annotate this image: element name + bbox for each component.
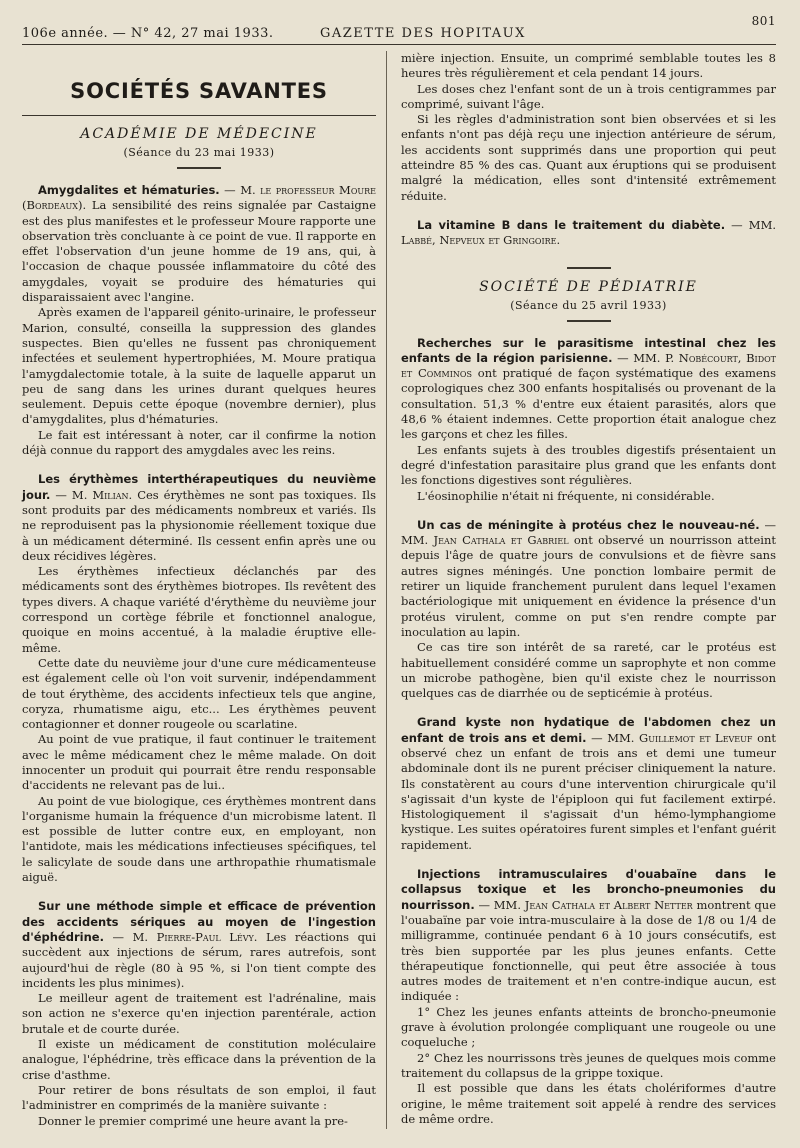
- paragraph: Les enfants sujets à des troubles digestifs présentaient un degré d'infestation parasitaire plus grand que les enfants dont les fonctions digestives sont régulières.: [401, 442, 776, 488]
- article-parasitisme: Recherches sur le parasitisme intestinal chez les enfants de la région parisienne. — MM. P. Nobécourt, Bidot et Comminos ont pratiqué de façon systématique des examens coprologiques chez 300 enfants hospitalisés ou provenant de la consultation. 51,3 % d'entre eux étaient parasités, alors que 48,6 % étaient indemnes. Cette proportion était analogue chez les garçons et chez les filles. Les enfants sujets à des troubles digestifs présentaient un degré d'infestation parasitaire plus grand que les enfants dont les fonctions digestives sont régulières. L'éosinophilie n'était ni fréquente, ni considérable.: [401, 335, 777, 503]
- paragraph: ont pratiqué de façon systématique des examens coprologiques chez 300 enfants hospitalisés ou provenant de la consultation. 51,3 % d'entre eux étaient parasités, alors que 48,6 % étaient indemnes. Cette proportion était analogue chez les garçons et chez les filles.: [401, 366, 776, 442]
- article-title: Un cas de méningite à protéus chez le nouveau-né.: [417, 517, 760, 532]
- paragraph: Ces érythèmes ne sont pas toxiques. Ils sont produits par des médicaments nombreux et variés. Ils ne reproduisent pas la physionomie réellement toxique due à un médicament déterminé. Ils cessent enfin après une ou deux récidives légères.: [22, 487, 377, 563]
- academie-heading: ACADÉMIE DE MÉDECINE: [80, 126, 318, 142]
- article-byline: MM. P. Nobécourt, Bidot et Comminos: [401, 350, 777, 381]
- section-title: SOCIÉTÉS SAVANTES: [70, 79, 328, 103]
- running-head: [22, 14, 776, 45]
- journal-title: GAZETTE DES HOPITAUX: [320, 26, 526, 41]
- paragraph: La sensibilité des reins signalée par Castaigne est des plus manifestes et le professeur Moure rapporte une observation très concluante à ce point de vue. Il rapporte en effet l'observation d'un jeune homme de 19 ans, qui, à l'occasion de chaque poussée inflammatoire du côté des amygdales, voyait se produire des hématuries qui disparaissaient avec l'angine.: [22, 198, 377, 305]
- article-amygdalites: Amygdalites et hématuries. — M. le professeur Moure (Bordeaux). La sensibilité des reins signalée par Castaigne est des plus manifestes et le professeur Moure rapporte une observation très concluante à ce point de vue. Il rapporte en effet l'observation d'un jeune homme de 19 ans, qui, à l'occasion de chaque poussée inflammatoire du côté des amygdales, voyait se produire des hématuries qui disparaissaient avec l'angine. Après examen de l'appareil génito-urinaire, le professeur Marion, consulté, conseilla la suppression des glandes suspectes. Bien qu'elles ne fussent pas chroniquement infectées et seulement hypertrophiées, M. Moure pratiqua l'amygdalectomie totale, à la suite de laquelle apparut un peu de sang dans les urines durant quelques heures seulement. Depuis cette époque (novembre dernier), plus d'amygdalites, plus d'hématuries. Le fait est intéressant à noter, car il confirme la notion déjà connue du rapport des amygdales avec les reins.: [22, 183, 377, 458]
- article-title: Amygdalites et hématuries.: [38, 183, 220, 197]
- page-number: 801: [751, 14, 776, 28]
- article-byline: MM. Jean Cathala et Albert Netter: [493, 897, 693, 912]
- divider: [22, 115, 376, 116]
- divider-short: [567, 320, 611, 322]
- article-byline: M. Pierre-Paul Lévy.: [132, 929, 258, 944]
- paragraph: Les réactions qui succèdent aux injections de sérum, rares autrefois, sont aujourd'hui de règle (80 à 95 %, si l'on tient compte des incidents les plus minimes).: [22, 929, 377, 990]
- article-ephedrine: Sur une méthode simple et efficace de prévention des accidents sériques au moyen de l'ingestion d'éphédrine. — M. Pierre-Paul Lévy. Les réactions qui succèdent aux injections de sérum, rares autrefois, sont aujourd'hui de règle (80 à 95 %, si l'on tient compte des incidents les plus minimes). Le meilleur agent de traitement est l'adrénaline, mais son action ne s'exerce qu'en injection parentérale, action brutale et de courte durée. Il existe un médicament de constitution moléculaire analogue, l'éphédrine, très efficace dans la prévention de la crise d'asthme. Pour retirer de bons résultats de son emploi, il faut l'administrer en comprimés de la manière suivante : Donner le premier comprimé une heure avant la pre-: [22, 899, 377, 1128]
- divider-short: [177, 167, 221, 169]
- paragraph: ont observé un nourrisson atteint depuis l'âge de quatre jours de convulsions et de fièvre sans autres signes méningés. Une ponction lombaire permit de retirer un liquide franchement purulent dans lequel l'examen bactériologique mit uniquement en évidence la présence d'un protéus virulent, comme on put s'en rendre compte par inoculation au lapin.: [401, 533, 776, 639]
- pediatrie-seance: (Séance du 25 avril 1933): [510, 298, 667, 312]
- paragraph: L'éosinophilie n'était ni fréquente, ni considérable.: [417, 488, 715, 503]
- article-title: La vitamine B dans le traitement du diabète.: [417, 217, 726, 232]
- article-meningite: Un cas de méningite à protéus chez le nouveau-né. — MM. Jean Cathala et Gabriel ont observé un nourrisson atteint depuis l'âge de quatre jours de convulsions et de fièvre sans autres signes méningés. Une ponction lombaire permit de retirer un liquide franchement purulent dans lequel l'examen bactériologique mit uniquement en évidence la présence d'un protéus virulent, comme on put s'en rendre compte par inoculation au lapin. Ce cas tire son intérêt de sa rareté, car le protéus est habituellement considéré comme un saprophyte et non comme un microbe pathogène, bien qu'il existe chez le nourrisson quelques cas de diarrhée ou de septicémie à protéus.: [401, 517, 777, 701]
- article-title: Recherches sur le parasitisme intestinal chez les enfants de la région parisienne.: [401, 335, 776, 365]
- paragraph: Le fait est intéressant à noter, car il confirme la notion déjà connue du rapport des amygdales avec les reins.: [22, 427, 376, 458]
- academie-seance: (Séance du 23 mai 1933): [123, 146, 275, 159]
- article-byline: MM. Labbé, Nepveux et Gringoire.: [401, 217, 777, 248]
- paragraph: Ce cas tire son intérêt de sa rareté, car le protéus est habituellement considéré comme un saprophyte et non comme un microbe pathogène, bien qu'il existe chez le nourrisson quelques cas de diarrhée ou de septicémie à protéus.: [401, 640, 776, 701]
- divider-short: [567, 267, 611, 269]
- paragraph: Après examen de l'appareil génito-urinaire, le professeur Marion, consulté, conseilla la suppression des glandes suspectes. Bien qu'elles ne fussent pas chroniquement infectées et seulement hypertrophiées, M. Moure pratiqua l'amygdalectomie totale, à la suite de laquelle apparut un peu de sang dans les urines durant quelques heures seulement. Depuis cette époque (novembre dernier), plus d'amygdalites, plus d'hématuries.: [22, 305, 376, 427]
- article-ouabaine: Injections intramusculaires d'ouabaïne dans le collapsus toxique et les broncho-pneumonies du nourrisson. — MM. Jean Cathala et Albert Netter montrent que l'ouabaïne par voie intra-musculaire à la dose de 1/8 ou 1/4 de milligramme, continuée pendant 6 à 10 jours consécutifs, est très bien supportée par les plus jeunes enfants. Cette thérapeutique fonctionnelle, qui peut être associée à tous autres modes de traitement et n'en contre-indique aucun, est indiquée : 1° Chez les jeunes enfants atteints de broncho-pneumonie grave à évolution prolongée compliquant une rougeole ou une coqueluche ; 2° Chez les nourrissons très jeunes de quelques mois comme traitement du collapsus de la grippe toxique. Il est possible que dans les états cholériformes d'autre origine, le même traitement soit appelé à rendre des services de même ordre.: [401, 867, 776, 1126]
- two-column-body: [22, 51, 776, 1129]
- article-title: Grand kyste non hydatique de l'abdomen chez un enfant de trois ans et demi.: [401, 715, 776, 745]
- paragraph: Il est possible que dans les états cholériformes d'autre origine, le même traitement soit appelé à rendre des services de même ordre.: [401, 1081, 776, 1126]
- paragraph: Donner le premier comprimé une heure avant la pre-: [38, 1113, 348, 1128]
- paragraph: mière injection. Ensuite, un comprimé semblable toutes les 8 heures très régulièrement et cela pendant 14 jours.: [401, 51, 776, 81]
- article-byline: MM. Guillemot et Leveuf: [607, 730, 753, 745]
- paragraph: Les doses chez l'enfant sont de un à trois centigrammes par comprimé, suivant l'âge.: [401, 81, 776, 111]
- article-erythemes: Les érythèmes interthérapeutiques du neuvième jour. — M. Milian. Ces érythèmes ne sont pas toxiques. Ils sont produits par des médicaments nombreux et variés. Ils ne reproduisent pas la physionomie réellement toxique due à un médicament déterminé. Ils cessent enfin après une ou deux récidives légères. Les érythèmes infectieux déclanchés par des médicaments sont des érythèmes biotropes. Ils revêtent des types divers. A chaque variété d'érythème du neuvième jour correspond un cortège fébrile et fonctionnel analogue, quoique en moins accentué, à la maladie éruptive elle-même. Cette date du neuvième jour d'une cure médicamenteuse est également celle où l'on voit survenir, indépendamment de tout érythème, des accidents infectieux tels que angine, coryza, rhumatisme aigu, etc... Les érythèmes peuvent contagionner et donner rougeole ou scarlatine. Au point de vue pratique, il faut continuer le traitement avec le même médicament chez le même malade. On doit innocenter un produit qui pourrait être rendu responsable d'accidents ne relevant pas de lui.. Au point de vue biologique, ces érythèmes montrent dans l'organisme humain la fréquence d'un microbisme latent. Il est possible de lutter contre eux, en employant, non l'antidote, mais les médications infectieuses spécifiques, tel le salicylate de soude dans une arthropathie rhumatismale aiguë.: [22, 472, 377, 885]
- article-byline: M. Milian.: [71, 487, 133, 502]
- article-title: Injections intramusculaires d'ouabaïne dans le collapsus toxique et les broncho-pneumonies du nourrisson.: [401, 867, 776, 912]
- paragraph: Cette date du neuvième jour d'une cure médicamenteuse est également celle où l'on voit survenir, indépendamment de tout érythème, des accidents infectieux tels que angine, coryza, rhumatisme aigu, etc... Les érythèmes peuvent contagionner et donner rougeole ou scarlatine.: [22, 655, 376, 732]
- article-title: Sur une méthode simple et efficace de prévention des accidents sériques au moyen de l'ingestion d'éphédrine.: [22, 899, 376, 944]
- paragraph: Il existe un médicament de constitution moléculaire analogue, l'éphédrine, très efficace dans la prévention de la crise d'asthme.: [22, 1037, 376, 1082]
- indication-list: [401, 1005, 776, 1081]
- paragraph: Au point de vue pratique, il faut continuer le traitement avec le même médicament chez le même malade. On doit innocenter un produit qui pourrait être rendu responsable d'accidents ne relevant pas de lui..: [22, 732, 376, 793]
- article-kyste: Grand kyste non hydatique de l'abdomen chez un enfant de trois ans et demi. — MM. Guillemot et Leveuf ont observé chez un enfant de trois ans et demi une tumeur abdominale dont ils ne purent préciser cliniquement la nature. Ils constatèrent au cours d'une intervention chirurgicale qu'il s'agissait d'un kyste de l'épiploon qui fut facilement extirpé. Histologiquement il s'agissait d'un hémo-lymphangiome kystique. Les suites opératoires furent simples et l'enfant guérit rapidement.: [401, 715, 777, 852]
- paragraph: Le meilleur agent de traitement est l'adrénaline, mais son action ne s'exerce qu'en injection parentérale, action brutale et de courte durée.: [22, 991, 376, 1036]
- paragraph: ont observé chez un enfant de trois ans et demi une tumeur abdominale dont ils ne purent préciser cliniquement la nature. Ils constatèrent au cours d'une intervention chirurgicale qu'il s'agissait d'un kyste de l'épiploon qui fut facilement extirpé. Histologiquement il s'agissait d'un hémo-lymphangiome kystique. Les suites opératoires furent simples et l'enfant guérit rapidement.: [401, 730, 777, 852]
- article-title: Les érythèmes interthérapeutiques du neuvième jour.: [22, 472, 376, 502]
- paragraph: Si les règles d'administration sont bien observées et si les enfants n'ont pas déjà reçu une injection antérieure de sérum, les accidents sont supprimés dans une proportion qui peut atteindre 85 % des cas. Quant aux éruptions qui se produisent malgré la médication, elles sont d'intensité extrêmement réduite.: [401, 112, 776, 203]
- paragraph: Les érythèmes infectieux déclanchés par des médicaments sont des érythèmes biotropes. Ils revêtent des types divers. A chaque variété d'érythème du neuvième jour correspond un cortège fébrile et fonctionnel analogue, quoique en moins accentué, à la maladie éruptive elle-même.: [22, 564, 376, 655]
- pediatrie-heading: SOCIÉTÉ DE PÉDIATRIE: [479, 278, 698, 295]
- paragraph: Pour retirer de bons résultats de son emploi, il faut l'administrer en comprimés de la manière suivante :: [22, 1082, 376, 1113]
- paragraph: Au point de vue biologique, ces érythèmes montrent dans l'organisme humain la fréquence d'un microbisme latent. Il est possible de lutter contre eux, en employant, non l'antidote, mais les médications infectieuses spécifiques, tel le salicylate de soude dans une arthropathie rhumatismale aiguë.: [22, 793, 376, 885]
- list-item: 1° Chez les jeunes enfants atteints de broncho-pneumonie grave à évolution prolongée compliquant une rougeole ou une coqueluche ;: [401, 1004, 776, 1050]
- right-column: [387, 51, 776, 1129]
- article-byline: M. le professeur Moure (Bordeaux).: [22, 183, 376, 213]
- article-vitamine-b: La vitamine B dans le traitement du diabète. — MM. Labbé, Nepveux et Gringoire.: [401, 217, 777, 248]
- issue-info: 106e année. — N° 42, 27 mai 1933.: [22, 26, 274, 41]
- list-item: 2° Chez les nourrissons très jeunes de quelques mois comme traitement du collapsus de la grippe toxique.: [401, 1050, 776, 1080]
- left-column: [22, 51, 387, 1129]
- paragraph: montrent que l'ouabaïne par voie intra-musculaire à la dose de 1/8 ou 1/4 de milligramme, continuée pendant 6 à 10 jours consécutifs, est très bien supportée par les plus jeunes enfants. Cette thérapeutique fonctionnelle, qui peut être associée à tous autres modes de traitement et n'en contre-indique aucun, est indiquée :: [401, 897, 776, 1004]
- article-byline: MM. Jean Cathala et Gabriel: [401, 533, 569, 548]
